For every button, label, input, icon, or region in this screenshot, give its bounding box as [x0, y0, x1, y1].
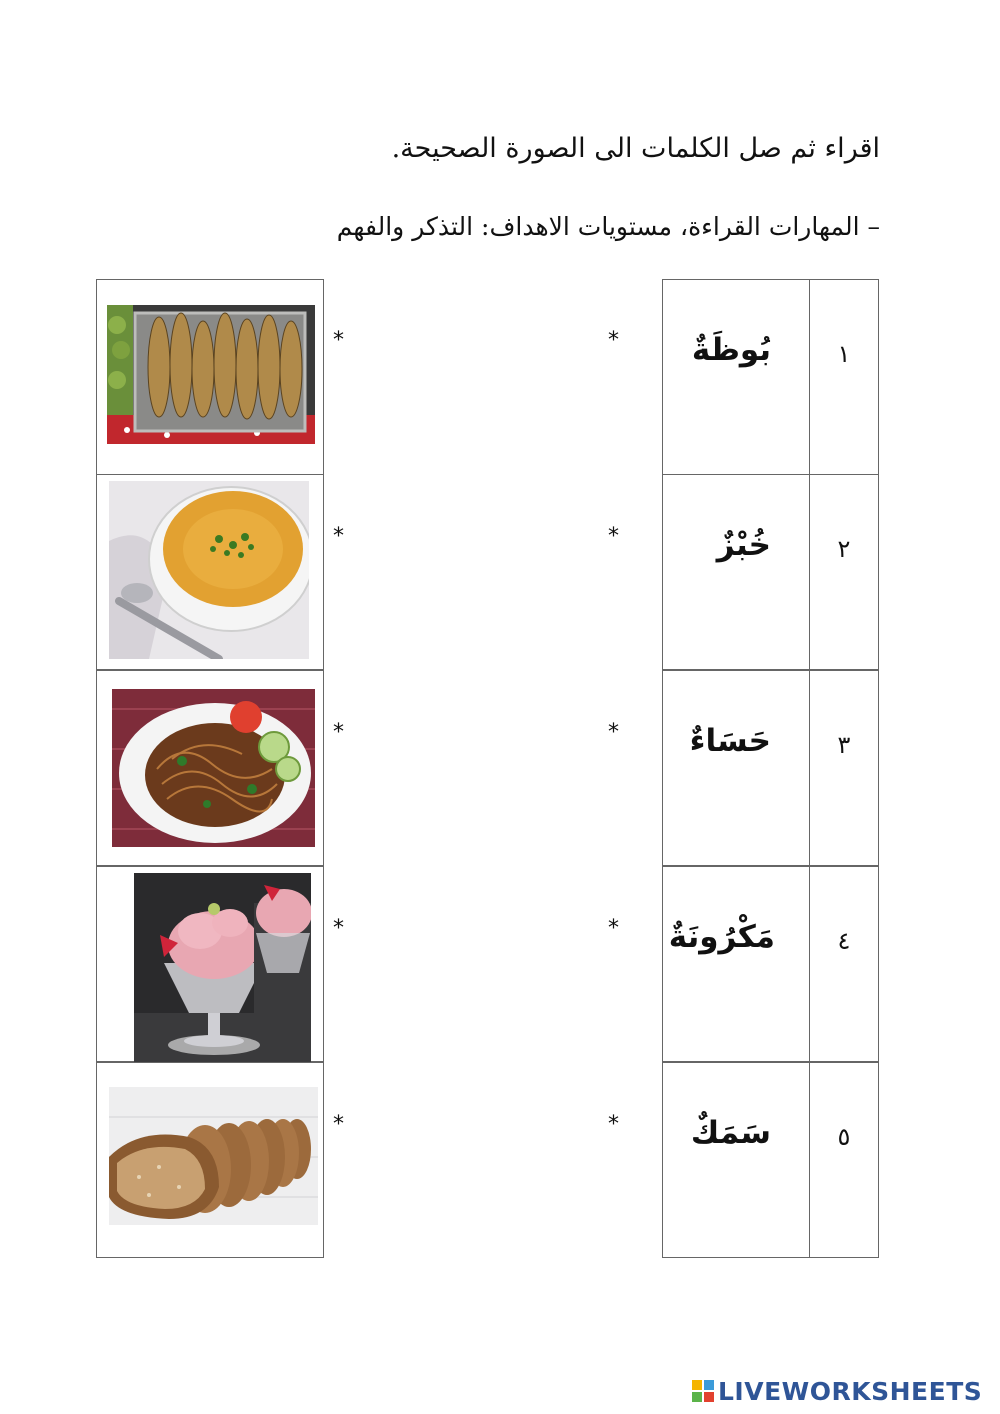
image-cell	[96, 866, 324, 1062]
match-dot-image[interactable]: *	[333, 524, 344, 549]
instruction-title: اقراء ثم صل الكلمات الى الصورة الصحيحة.	[391, 133, 880, 164]
row-number: ١	[837, 340, 851, 368]
number-cell	[809, 670, 879, 866]
match-dot-image[interactable]: *	[333, 720, 344, 745]
word-cell	[662, 670, 810, 866]
number-cell	[809, 279, 879, 475]
word-cell	[662, 279, 810, 475]
arabic-word: خُبْزٌ	[716, 527, 771, 563]
instruction-subtitle: – المهارات القراءة، مستويات الاهداف: التذكر والفهم	[336, 212, 880, 241]
arabic-word: بُوظَةٌ	[691, 332, 771, 368]
soup-bowl-image	[109, 481, 309, 659]
image-cell	[96, 670, 324, 866]
row-number: ٢	[837, 535, 851, 563]
liveworksheets-logo	[692, 1374, 982, 1408]
match-dot-word[interactable]: *	[608, 524, 619, 549]
arabic-word: حَسَاءٌ	[689, 723, 771, 759]
match-dot-word[interactable]: *	[608, 720, 619, 745]
row-number: ٤	[837, 927, 851, 955]
logo-grid-icon	[692, 1380, 714, 1402]
arabic-word: سَمَكٌ	[690, 1115, 771, 1151]
noodle-plate-image	[112, 689, 315, 847]
match-dot-word[interactable]: *	[608, 328, 619, 353]
ice-cream-image	[134, 873, 311, 1063]
number-cell	[809, 474, 879, 670]
arabic-word: مَكْرُونَةٌ	[668, 919, 775, 955]
image-cell	[96, 279, 324, 475]
sliced-bread-image	[109, 1087, 318, 1225]
fried-fish-image	[107, 305, 315, 444]
word-cell	[662, 866, 810, 1062]
match-dot-word[interactable]: *	[608, 916, 619, 941]
word-cell	[662, 1062, 810, 1258]
row-number: ٣	[837, 731, 851, 759]
match-dot-image[interactable]: *	[333, 1112, 344, 1137]
number-cell	[809, 866, 879, 1062]
match-dot-word[interactable]: *	[608, 1112, 619, 1137]
match-dot-image[interactable]: *	[333, 328, 344, 353]
number-cell	[809, 1062, 879, 1258]
word-cell	[662, 474, 810, 670]
image-cell	[96, 474, 324, 670]
brand-text: LIVEWORKSHEETS	[718, 1376, 983, 1406]
match-dot-image[interactable]: *	[333, 916, 344, 941]
row-number: ٥	[837, 1123, 851, 1151]
image-cell	[96, 1062, 324, 1258]
